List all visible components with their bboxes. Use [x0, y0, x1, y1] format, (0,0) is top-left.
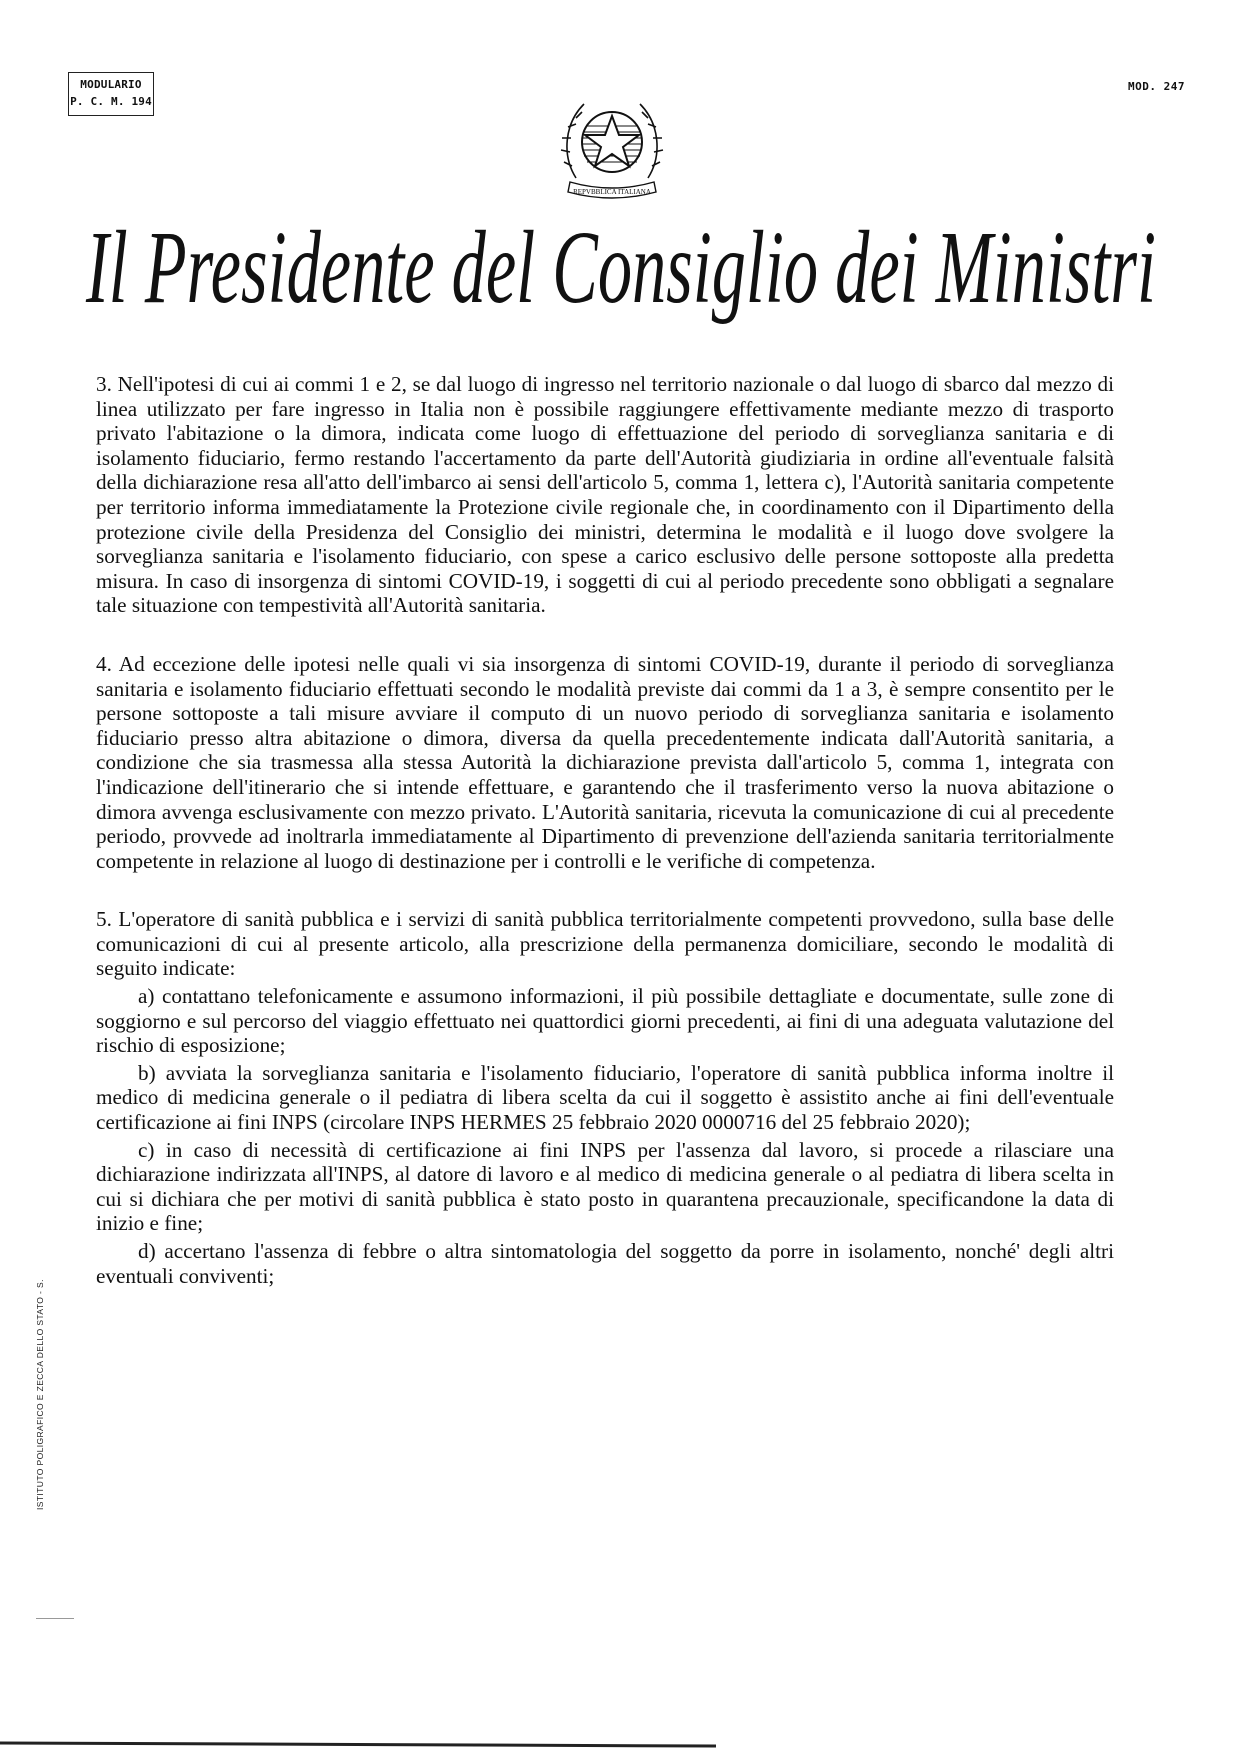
- printer-imprint: ISTITUTO POLIGRAFICO E ZECCA DELLO STATO - S.: [35, 1279, 45, 1510]
- paragraph-5: 5. L'operatore di sanità pubblica e i servizi di sanità pubblica territorialmente competenti provvedono, sulla base delle comunicazioni di cui al presente articolo, alla prescrizione della permanenza domiciliare, secondo le modalità di seguito indicate:: [96, 907, 1114, 981]
- margin-mark: [36, 1618, 74, 1619]
- letterhead-title: [76, 206, 1166, 336]
- list-item-a: a) contattano telefonicamente e assumono informazioni, il più possibile dettagliate e documentate, sulle zone di soggiorno e sul percorso del viaggio effettuato nei quattordici giorni precedenti, ai fini di una adeguata valutazione del rischio di esposizione;: [96, 984, 1114, 1058]
- list-item-d: d) accertano l'assenza di febbre o altra sintomatologia del soggetto da porre in isolamento, nonché' degli altri eventuali conviventi;: [96, 1239, 1114, 1288]
- paragraph-3: 3. Nell'ipotesi di cui ai commi 1 e 2, se dal luogo di ingresso nel territorio nazionale o dal luogo di sbarco dal mezzo di linea utilizzato per fare ingresso in Italia non è possibile raggiungere effettivamente mediante mezzo di trasporto privato l'abitazione o la dimora, indicata come luogo di effettuazione del periodo di sorveglianza sanitaria e di isolamento fiduciario, fermo restando l'accertamento da parte dell'Autorità giudiziaria in ordine all'eventuale falsità della dichiarazione resa all'atto dell'imbarco ai sensi dell'articolo 5, comma 1, lettera c), l'Autorità sanitaria competente per territorio informa immediatamente la Protezione civile regionale che, in coordinamento con il Dipartimento della protezione civile della Presidenza del Consiglio dei ministri, determina le modalità e il luogo dove svolgere la sorveglianza sanitaria e l'isolamento fiduciario, con spese a carico esclusivo delle persone sottoposte alla predetta misura. In caso di insorgenza di sintomi COVID-19, i soggetti di cui al periodo precedente sono obbligati a segnalare tale situazione con tempestività all'Autorità sanitaria.: [96, 372, 1114, 618]
- list-item-c: c) in caso di necessità di certificazione ai fini INPS per l'assenza dal lavoro, si procede a rilasciare una dichiarazione indirizzata all'INPS, al datore di lavoro e al medico di medicina generale o al pediatra di libera scelta in cui si dichiara che per motivi di sanità pubblica è stato posto in quarantena precauzionale, specificandone la data di inizio e fine;: [96, 1137, 1114, 1236]
- emblem-text: REPVBBLICA ITALIANA: [573, 188, 651, 196]
- modulario-line-1: MODULARIO: [80, 78, 142, 91]
- modulario-line-2: P. C. M. 194: [70, 95, 152, 108]
- paragraph-4: 4. Ad eccezione delle ipotesi nelle quali vi sia insorgenza di sintomi COVID-19, durante il periodo di sorveglianza sanitaria e isolamento fiduciario effettuati secondo le modalità previste dai commi da 1 a 3, è sempre consentito per le persone sottoposte a tali misure avviare il computo di un nuovo periodo di sorveglianza sanitaria e isolamento fiduciario presso altra abitazione o dimora, diversa da quella precedentemente indicata dall'Autorità sanitaria, a condizione che sia trasmessa alla stessa Autorità la dichiarazione prevista dall'articolo 5, comma 1, integrata con l'indicazione dell'itinerario che si intende effettuare, e garantendo che il trasferimento verso la nuova abitazione o dimora avvenga esclusivamente con mezzo privato. L'Autorità sanitaria, ricevuta la comunicazione di cui al precedente periodo, provvede ad inoltrarla immediatamente al Dipartimento di prevenzione dell'azienda sanitaria territorialmente competente in relazione al luogo di destinazione per i controlli e le verifiche di competenza.: [96, 651, 1114, 873]
- modulario-label-box: [68, 72, 154, 116]
- bottom-rule-line: [0, 1741, 716, 1747]
- letterhead-title-text: Il Presidente del Consiglio dei Ministri: [85, 210, 1157, 325]
- form-code: MOD. 247: [1128, 80, 1185, 93]
- document-body: [96, 372, 1114, 1288]
- italian-republic-emblem-icon: [556, 86, 668, 204]
- list-item-b: b) avviata la sorveglianza sanitaria e l'isolamento fiduciario, l'operatore di sanità pubblica informa inoltre il medico di medicina generale o il pediatra di libera scelta da cui il soggetto è assistito anche ai fini dell'eventuale certificazione ai fini INPS (circolare INPS HERMES 25 febbraio 2020 0000716 del 25 febbraio 2020);: [96, 1060, 1114, 1135]
